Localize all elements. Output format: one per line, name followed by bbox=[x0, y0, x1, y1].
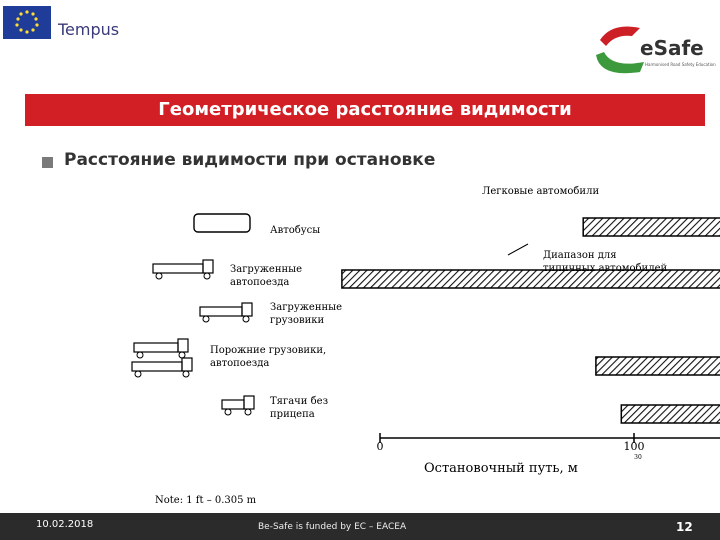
category-label: автопоезда bbox=[230, 277, 290, 288]
category-label: Легковые автомобили bbox=[482, 186, 600, 197]
category-label: Загруженные bbox=[230, 264, 303, 275]
bar-hatched bbox=[621, 405, 720, 423]
category-label: Автобусы bbox=[270, 225, 321, 236]
slide-subtitle: Расстояние видимости при остановке bbox=[64, 150, 436, 170]
x-tick-secondary-label: 30 bbox=[634, 454, 642, 461]
esafe-logo-text: eSafe bbox=[640, 36, 704, 60]
bar-hatched bbox=[583, 218, 720, 236]
range-note-line2: типичных автомобилей bbox=[543, 263, 668, 274]
chart-background bbox=[128, 178, 660, 513]
unit-note: Note: 1 ft – 0.305 m bbox=[155, 495, 257, 506]
category-label: Порожние грузовики, bbox=[210, 345, 327, 356]
x-axis-title: Остановочный путь, м bbox=[424, 461, 578, 476]
footer-date: 10.02.2018 bbox=[36, 519, 94, 530]
tempus-logo-text: Tempus bbox=[58, 20, 120, 39]
x-tick-label: 100 bbox=[623, 440, 645, 453]
category-label: Тягачи без bbox=[270, 396, 329, 407]
category-label: автопоезда bbox=[210, 358, 270, 369]
range-note-line1: Диапазон для bbox=[543, 250, 617, 261]
category-label: прицепа bbox=[270, 409, 315, 420]
x-tick-label: 0 bbox=[376, 440, 384, 453]
footer-funding-text: Be-Safe is funded by EC – EACEA bbox=[258, 522, 407, 532]
bar-hatched bbox=[596, 357, 720, 375]
page-number: 12 bbox=[676, 520, 693, 534]
slide-title: Геометрическое расстояние видимости bbox=[25, 94, 705, 126]
esafe-tagline: Harmonised Road Safety Education bbox=[645, 62, 716, 67]
category-label: Загруженные bbox=[270, 302, 343, 313]
category-label: грузовики bbox=[270, 315, 325, 326]
